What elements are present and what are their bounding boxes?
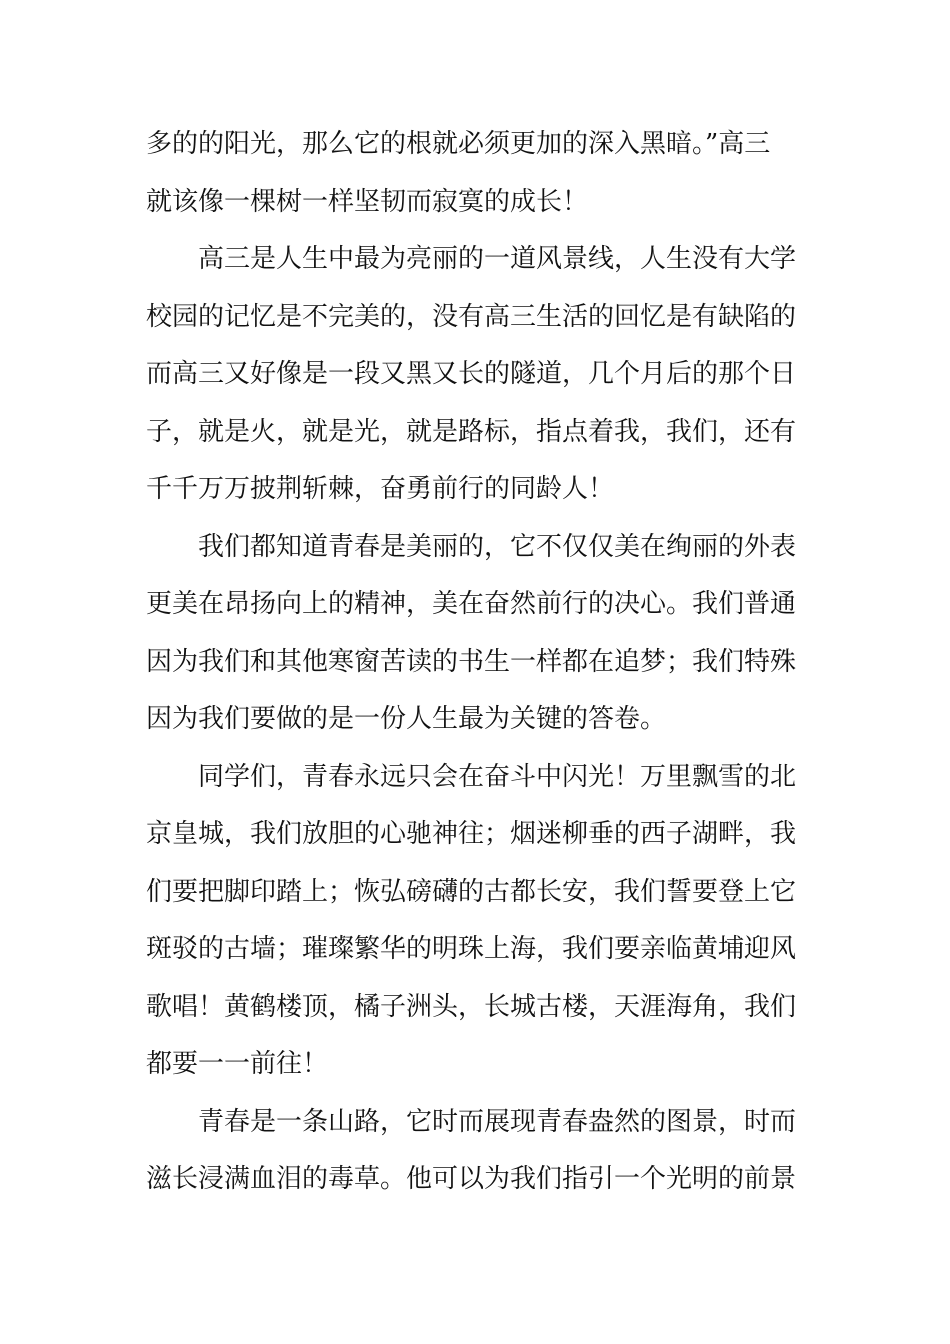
- text-line: 更美在昂扬向上的精神，美在奋然前行的决心。我们普通: [146, 589, 797, 619]
- text-line: 们要把脚印踏上；恢弘磅礴的古都长安，我们誓要登上它: [146, 876, 797, 907]
- text-line: 滋长浸满血泪的毒草。他可以为我们指引一个光明的前景: [146, 1164, 797, 1194]
- text-line: 就该像一棵树一样坚韧而寂寞的成长！: [146, 186, 589, 217]
- text-line: 我们都知道青春是美丽的，它不仅仅美在绚丽的外表: [198, 531, 797, 562]
- text-line: 斑驳的古墙；璀璨繁华的明珠上海，我们要亲临黄埔迎风: [146, 934, 797, 964]
- text-line: 校园的记忆是不完美的，没有高三生活的回忆是有缺陷的: [146, 301, 797, 332]
- text-line: 因为我们和其他寒窗苦读的书生一样都在追梦；我们特殊: [146, 646, 797, 677]
- paragraph-1: [146, 116, 816, 231]
- text-line: 而高三又好像是一段又黑又长的隧道，几个月后的那个日: [146, 359, 797, 389]
- text-line: 千千万万披荆斩棘，奋勇前行的同龄人！: [146, 474, 615, 504]
- paragraph-5: [146, 1094, 816, 1209]
- paragraph-4: [146, 749, 816, 1094]
- text-line: 青春是一条山路，它时而展现青春盎然的图景，时而: [198, 1106, 797, 1137]
- text-line: 都要一一前往！: [146, 1049, 329, 1079]
- paragraph-3: [146, 519, 816, 749]
- paragraph-2: [146, 231, 816, 519]
- document-body: [146, 116, 816, 1209]
- text-line: 因为我们要做的是一份人生最为关键的答卷。: [146, 704, 667, 734]
- text-line: 歌唱！黄鹤楼顶，橘子洲头，长城古楼，天涯海角，我们: [146, 991, 797, 1022]
- text-line: 同学们，青春永远只会在奋斗中闪光！万里飘雪的北: [198, 761, 797, 792]
- text-line: 京皇城，我们放胆的心驰神往；烟迷柳垂的西子湖畔，我: [146, 819, 797, 849]
- text-line: 高三是人生中最为亮丽的一道风景线，人生没有大学: [198, 244, 797, 274]
- text-line: 多的的阳光，那么它的根就必须更加的深入黑暗。”高三: [146, 129, 771, 159]
- text-line: 子，就是火，就是光，就是路标，指点着我，我们，还有: [146, 416, 797, 447]
